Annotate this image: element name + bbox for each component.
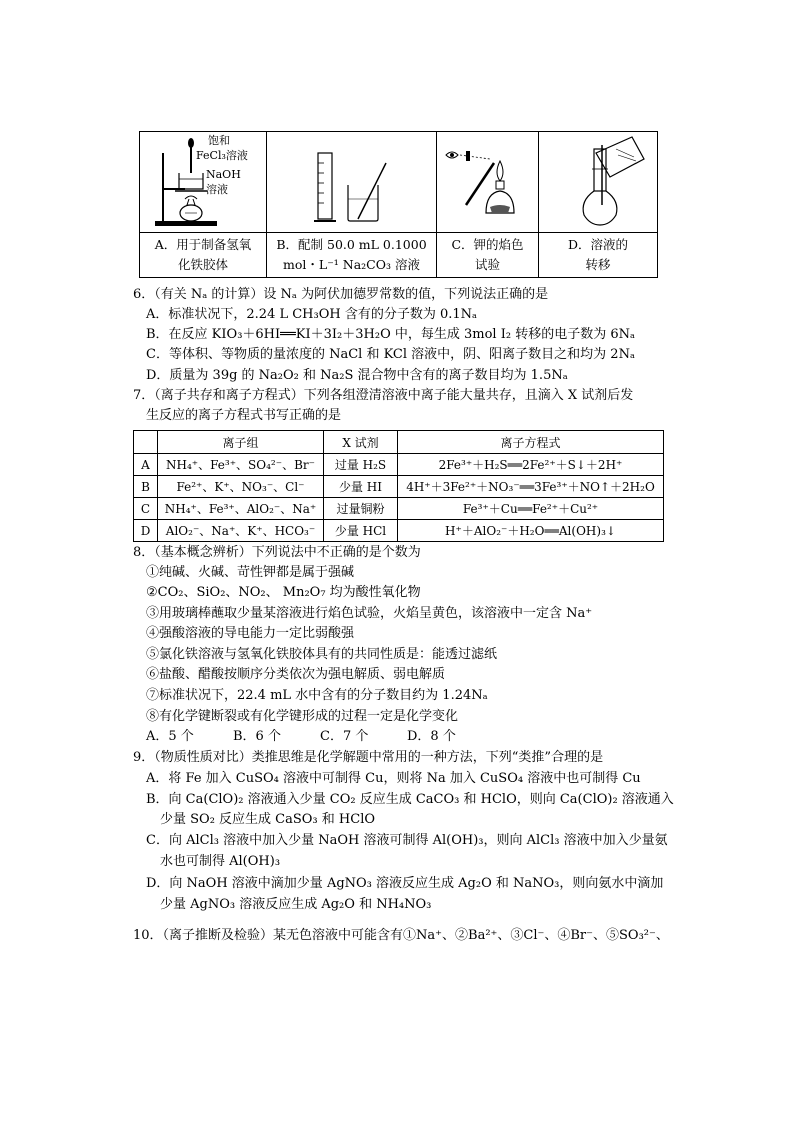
flame-test-apparatus-icon (438, 133, 538, 231)
label-naoh: NaOH (206, 168, 241, 181)
q8-stem: 8．（基本概念辨析）下列说法中不正确的是个数为 (133, 545, 421, 560)
q9-option-d: D．向 NaOH 溶液中滴加少量 AgNO₃ 溶液反应生成 Ag₂O 和 NaNO₃，则向氨水中滴加 (146, 876, 664, 891)
graduated-cylinder-beaker-icon (268, 133, 436, 231)
colloid-preparation-apparatus-icon (141, 133, 266, 231)
table-row: C NH₄⁺、Fe³⁺、AlO₂⁻、Na⁺ 过量铜粉 Fe³⁺＋Cu══Fe²⁺＋Cu²⁺ (134, 498, 664, 520)
apparatus-c-cell (437, 132, 539, 233)
q8-item-2: ②CO₂、SiO₂、NO₂、 Mn₂O₇ 均为酸性氧化物 (146, 585, 421, 600)
caption-d: D．溶液的 转移 (539, 233, 658, 278)
q6-option-d: D．质量为 39g 的 Na₂O₂ 和 Na₂S 混合物中含有的离子数目均为 1.5Nₐ (146, 368, 568, 383)
q6-option-c: C．等体积、等物质的量浓度的 NaCl 和 KCl 溶液中，阴、阳离子数目之和均为 2Nₐ (146, 347, 635, 362)
q7-stem-line2: 生反应的离子方程式书写正确的是 (146, 408, 342, 423)
table-row: B Fe²⁺、K⁺、NO₃⁻、Cl⁻ 少量 HI 4H⁺＋3Fe²⁺＋NO₃⁻══3Fe³⁺＋NO↑＋2H₂O (134, 476, 664, 498)
q6-option-a: A．标准状况下，2.24 L CH₃OH 含有的分子数为 0.1Nₐ (146, 307, 478, 322)
apparatus-a-cell (140, 132, 267, 233)
q8-item-1: ①纯碱、火碱、苛性钾都是属于强碱 (146, 565, 355, 580)
q9-option-b-cont: 少量 SO₂ 反应生成 CaSO₃ 和 HClO (160, 812, 376, 827)
q8-item-8: ⑧有化学键断裂或有化学键形成的过程一定是化学变化 (146, 709, 459, 724)
q8-item-5: ⑤氯化铁溶液与氢氧化铁胶体具有的共同性质是：能透过滤纸 (146, 647, 498, 662)
q7-stem-line1: 7．（离子共存和离子方程式）下列各组澄清溶液中离子能大量共存，且滴入 X 试剂后发 (133, 388, 634, 403)
label-fecl3: FeCl₃溶液 (196, 149, 248, 162)
q6-option-b: B．在反应 KIO₃＋6HI══KI＋3I₂＋3H₂O 中，每生成 3mol I₂ 转移的电子数为 6Nₐ (146, 327, 635, 342)
q9-option-d-cont: 少量 AgNO₃ 溶液反应生成 Ag₂O 和 NH₄NO₃ (160, 897, 432, 912)
q8-option-d: D．8 个 (407, 729, 456, 744)
q8-option-a: A．5 个 (146, 729, 194, 744)
q9-option-b: B．向 Ca(ClO)₂ 溶液通入少量 CO₂ 反应生成 CaCO₃ 和 HClO，则向 Ca(ClO)₂ 溶液通入 (146, 792, 674, 807)
q10-stem: 10．（离子推断及检验）某无色溶液中可能含有①Na⁺、②Ba²⁺、③Cl⁻、④Br⁻、⑤SO₃²⁻、 (133, 928, 669, 943)
apparatus-d-cell (539, 132, 658, 233)
caption-c: C．钾的焰色 试验 (437, 233, 539, 278)
caption-b: B．配制 50.0 mL 0.1000 mol・L⁻¹ Na₂CO₃ 溶液 (267, 233, 437, 278)
q8-option-c: C．7 个 (320, 729, 369, 744)
ion-table-header: 离子组 X 试剂 离子方程式 (134, 431, 664, 454)
label-saturated: 饱和 (208, 134, 230, 147)
q8-item-3: ③用玻璃棒蘸取少量某溶液进行焰色试验，火焰呈黄色，该溶液中一定含 Na⁺ (146, 606, 593, 621)
apparatus-b-cell (267, 132, 437, 233)
q9-stem: 9．（物质性质对比）类推思维是化学解题中常用的一种方法，下列“类推”合理的是 (133, 750, 604, 765)
q8-option-b: B．6 个 (233, 729, 281, 744)
solution-transfer-apparatus-icon (540, 133, 657, 231)
q9-option-c-cont: 水也可制得 Al(OH)₃ (160, 854, 281, 869)
table-row: D AlO₂⁻、Na⁺、K⁺、HCO₃⁻ 少量 HCl H⁺＋AlO₂⁻＋H₂O══Al(OH)₃↓ (134, 520, 664, 542)
caption-a: A．用于制备氢氧 化铁胶体 (140, 233, 267, 278)
q6-stem: 6．（有关 Nₐ 的计算）设 Nₐ 为阿伏加德罗常数的值，下列说法正确的是 (133, 287, 549, 302)
label-solution: 溶液 (206, 183, 228, 196)
q9-option-c: C．向 AlCl₃ 溶液中加入少量 NaOH 溶液可制得 Al(OH)₃，则向 AlCl₃ 溶液中加入少量氨 (146, 833, 668, 848)
ion-table (133, 430, 664, 542)
q8-item-7: ⑦标准状况下，22.4 mL 水中含有的分子数目约为 1.24Nₐ (146, 688, 488, 703)
q8-item-4: ④强酸溶液的导电能力一定比弱酸强 (146, 626, 355, 641)
table-row: A NH₄⁺、Fe³⁺、SO₄²⁻、Br⁻ 过量 H₂S 2Fe³⁺＋H₂S══2Fe²⁺＋S↓＋2H⁺ (134, 454, 664, 476)
q8-item-6: ⑥盐酸、醋酸按顺序分类依次为强电解质、弱电解质 (146, 667, 446, 682)
q9-option-a: A．将 Fe 加入 CuSO₄ 溶液中可制得 Cu，则将 Na 加入 CuSO₄ 溶液中也可制得 Cu (146, 771, 641, 786)
